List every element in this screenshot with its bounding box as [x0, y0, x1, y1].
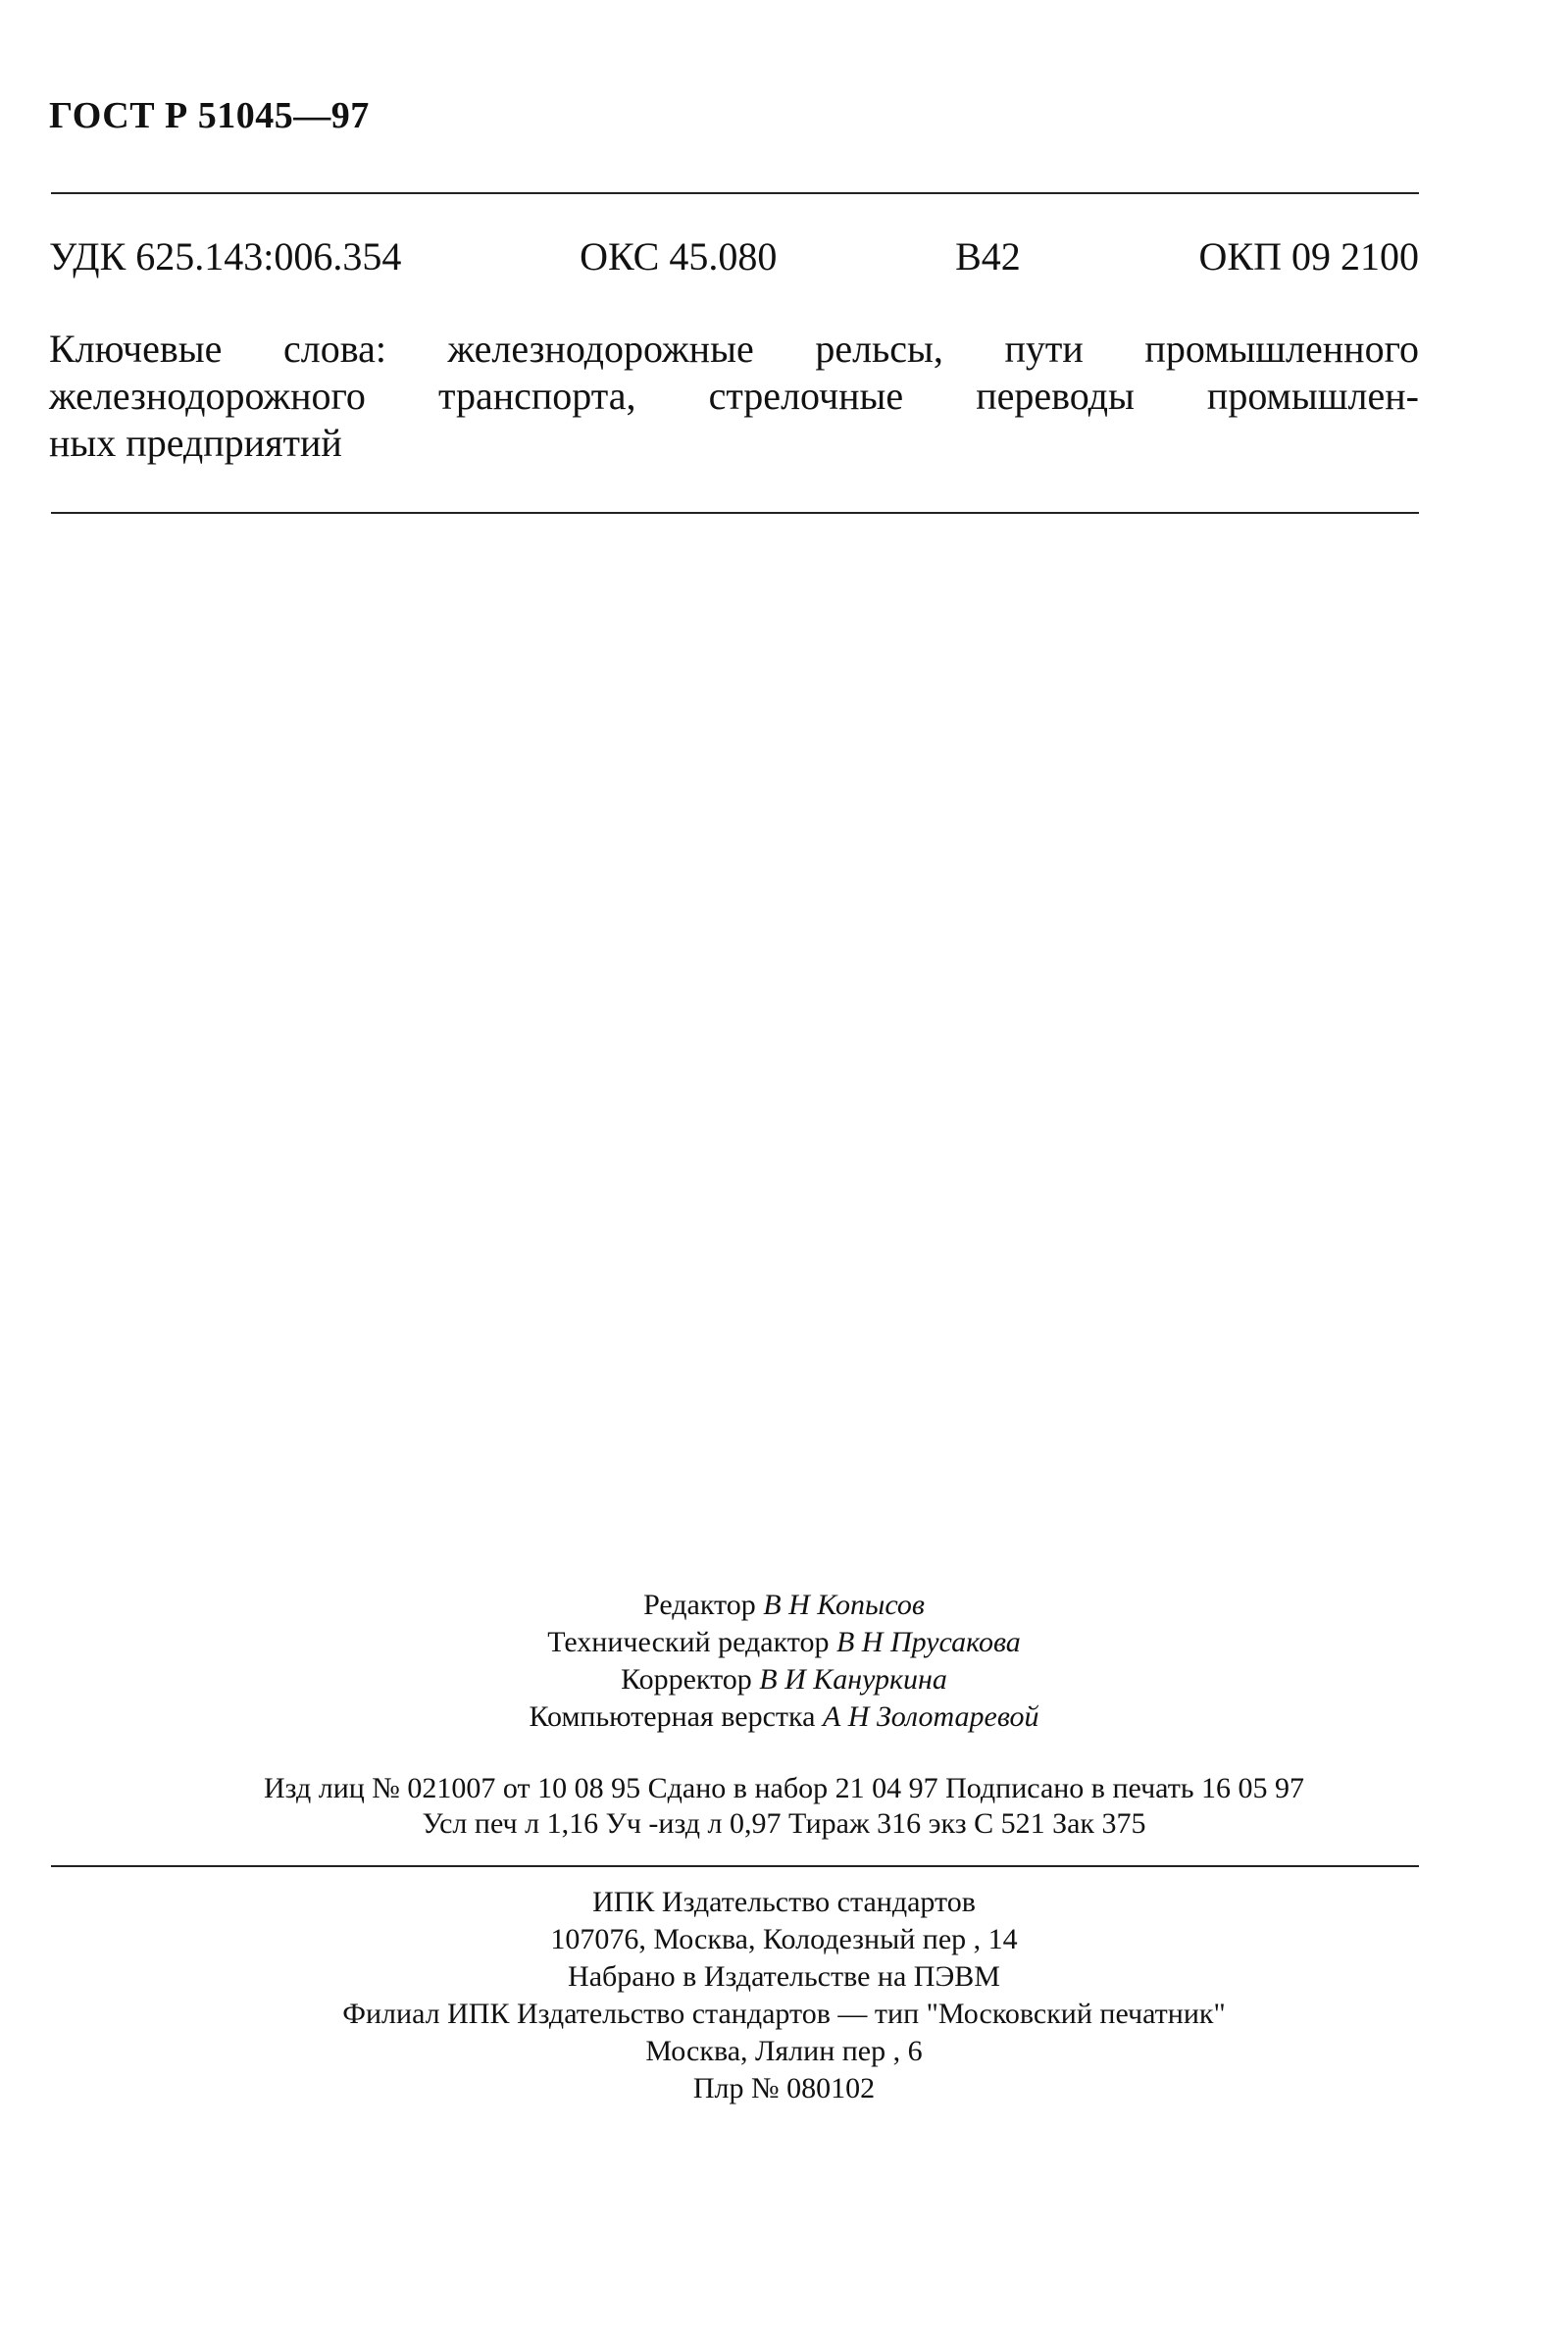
imprint-line-2: Усл печ л 1,16 Уч -изд л 0,97 Тираж 316 экз С 521 Зак 375	[422, 1807, 1146, 1840]
standard-id: ГОСТ Р 51045—97	[49, 95, 370, 136]
publisher-line-2: 107076, Москва, Колодезный пер , 14	[550, 1923, 1018, 1955]
publisher-line-4: Филиал ИПК Издательство стандартов — тип "Московский печатник"	[342, 1998, 1226, 2030]
publisher-line-1: ИПК Издательство стандартов	[592, 1886, 976, 1918]
publisher-line-6: Плр № 080102	[692, 2072, 876, 2104]
document-header	[49, 94, 370, 137]
credits-block	[0, 1587, 1568, 1736]
keywords-divider	[51, 512, 1419, 514]
tech-editor-label: Технический редактор	[547, 1626, 830, 1658]
proofreader-name: В И Кануркина	[759, 1663, 947, 1696]
keywords-block	[49, 326, 1419, 467]
publisher-line-5: Москва, Лялин пер , 6	[645, 2035, 923, 2067]
editor-name: В Н Копысов	[763, 1589, 925, 1621]
imprint-block	[0, 1771, 1568, 1842]
layout-label: Компьютерная верстка	[529, 1700, 816, 1733]
udk-code: УДК 625.143:006.354	[49, 234, 402, 279]
keywords-line-2: железнодорожного транспорта, стрелочные переводы промышлен-	[49, 374, 1419, 418]
group-code: В42	[955, 234, 1021, 279]
tech-editor-credit	[0, 1624, 1568, 1661]
layout-credit	[0, 1698, 1568, 1736]
proofreader-credit	[0, 1661, 1568, 1698]
publisher-line-3: Набрано в Издательстве на ПЭВМ	[568, 1960, 1000, 1993]
editor-credit	[0, 1587, 1568, 1624]
layout-name: А Н Золотаревой	[822, 1700, 1039, 1733]
header-divider	[51, 192, 1419, 194]
proofreader-label: Корректор	[621, 1663, 752, 1696]
okp-code: ОКП 09 2100	[1198, 234, 1419, 279]
imprint-divider	[51, 1865, 1419, 1867]
keywords-line-1: Ключевые слова: железнодорожные рельсы, пути промышленного	[49, 327, 1419, 371]
imprint-line-1: Изд лиц № 021007 от 10 08 95 Сдано в набор 21 04 97 Подписано в печать 16 05 97	[263, 1772, 1305, 1804]
classification-codes	[49, 233, 1419, 280]
tech-editor-name: В Н Прусакова	[835, 1626, 1021, 1658]
keywords-line-3: ных предприятий	[49, 421, 342, 465]
publisher-block	[0, 1884, 1568, 2107]
editor-label: Редактор	[643, 1589, 756, 1621]
oks-code: ОКС 45.080	[580, 234, 778, 279]
